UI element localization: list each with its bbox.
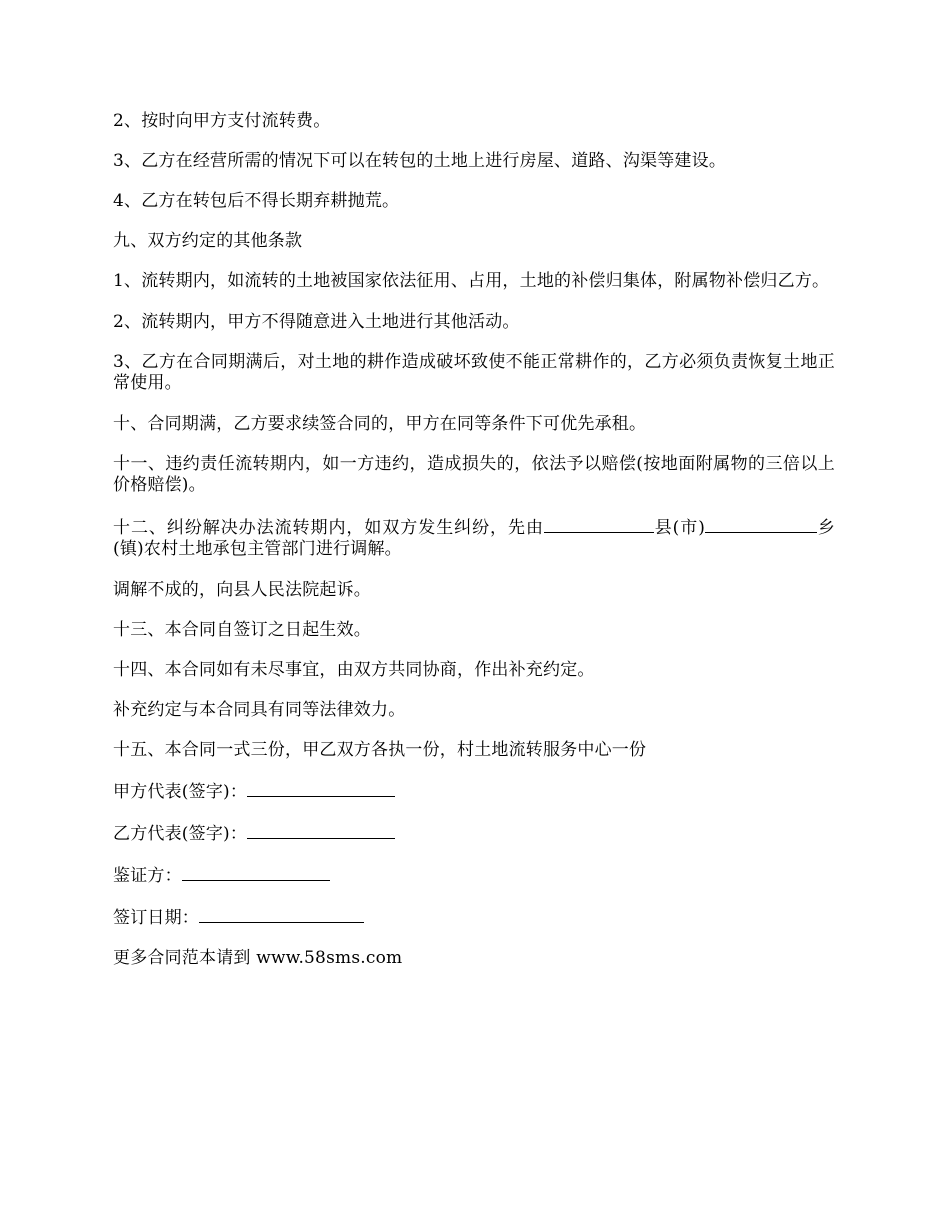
signature-date	[113, 906, 835, 929]
clause-2-pay-fee: 2、按时向甲方支付流转费。	[113, 111, 331, 131]
township-blank-field[interactable]	[705, 516, 817, 533]
clause-9-2-no-entry: 2、流转期内，甲方不得随意进入土地进行其他活动。	[113, 312, 520, 332]
witness-label: 鉴证方：	[113, 866, 182, 886]
clause-3-construction: 3、乙方在经营所需的情况下可以在转包的土地上进行房屋、道路、沟渠等建设。	[113, 151, 727, 171]
section-15-copies: 十五、本合同一式三份，甲乙双方各执一份，村土地流转服务中心一份	[113, 740, 647, 760]
contract-page	[113, 111, 835, 988]
party-a-signature-field[interactable]	[247, 780, 395, 797]
section-11-liability: 十一、违约责任流转期内，如一方违约，造成损失的，依法予以赔偿(按地面附属物的三倍以上价格赔偿)。	[113, 454, 835, 495]
date-field[interactable]	[199, 906, 364, 923]
section-9-heading: 九、双方约定的其他条款	[113, 231, 303, 251]
mediation-failure: 调解不成的，向县人民法院起诉。	[113, 580, 371, 600]
party-a-label: 甲方代表(签字)：	[113, 782, 248, 802]
dispute-text-2: 县(市)	[653, 518, 706, 538]
county-blank-field[interactable]	[544, 516, 654, 533]
party-b-signature-field[interactable]	[247, 822, 395, 839]
date-label: 签订日期：	[113, 908, 199, 928]
clause-9-3-restore: 3、乙方在合同期满后，对土地的耕作造成破坏致使不能正常耕作的，乙方必须负责恢复土地正常使用。	[113, 352, 835, 393]
section-14-supplement: 十四、本合同如有未尽事宜，由双方共同协商，作出补充约定。	[113, 660, 595, 680]
section-12-dispute	[113, 516, 835, 560]
clause-4-no-abandon: 4、乙方在转包后不得长期弃耕抛荒。	[113, 191, 400, 211]
witness-signature-field[interactable]	[182, 864, 330, 881]
clause-9-1-compensation: 1、流转期内，如流转的土地被国家依法征用、占用，土地的补偿归集体，附属物补偿归乙方。	[113, 271, 830, 291]
signature-party-a	[113, 780, 835, 803]
signature-party-b	[113, 822, 835, 845]
supplement-validity: 补充约定与本合同具有同等法律效力。	[113, 700, 406, 720]
section-10-renewal: 十、合同期满，乙方要求续签合同的，甲方在同等条件下可优先承租。	[113, 414, 647, 434]
signature-witness	[113, 864, 835, 887]
section-13-effective: 十三、本合同自签订之日起生效。	[113, 620, 371, 640]
dispute-text-1: 十二、纠纷解决办法流转期内，如双方发生纠纷，先由	[113, 518, 544, 538]
dispute-text-3: 乡(镇)农村土地承包主管部门进行调解。	[113, 518, 835, 559]
footer-link[interactable]: 更多合同范本请到 www.58sms.com	[113, 948, 403, 968]
party-b-label: 乙方代表(签字)：	[113, 824, 248, 844]
